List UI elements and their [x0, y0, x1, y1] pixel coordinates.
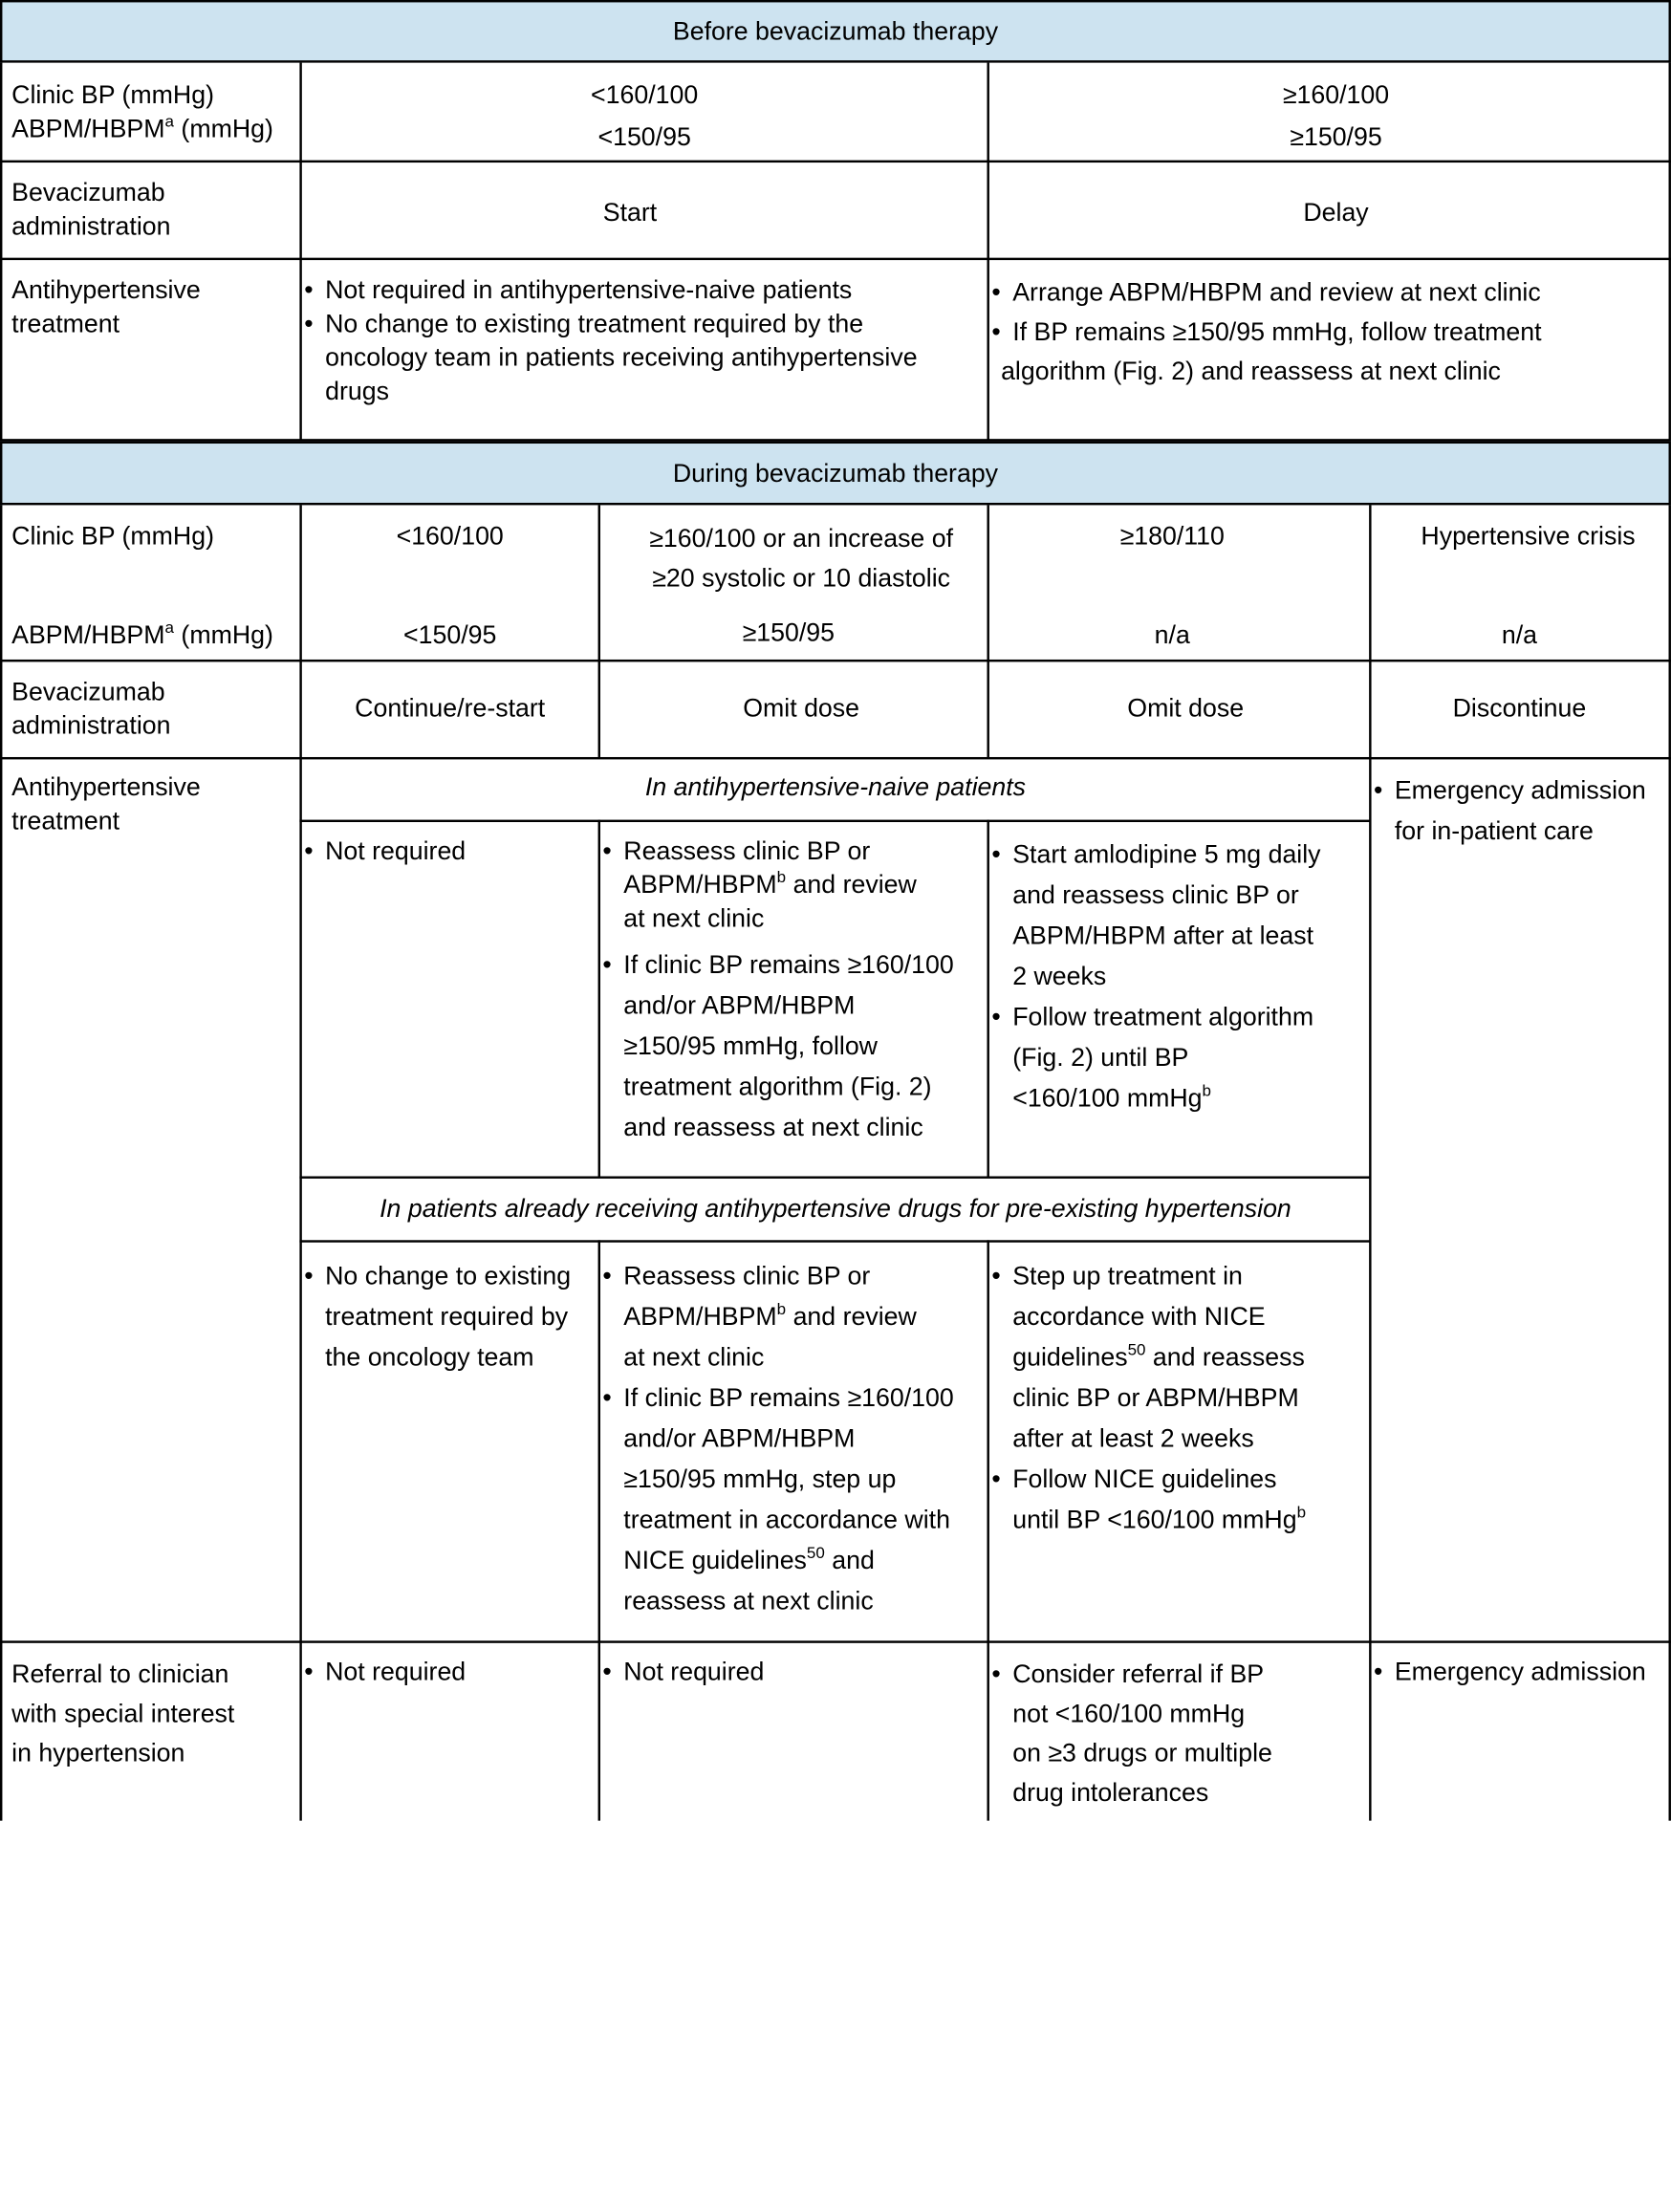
- list-item-cont: ≥150/95 mmHg, step up: [623, 1464, 897, 1494]
- before-admin-label: [11, 175, 170, 242]
- during-col4-abpm: n/a: [1501, 619, 1538, 650]
- list-item: • Not required: [304, 1655, 466, 1688]
- admin-label-line1: Bevacizumab: [11, 177, 165, 207]
- referral-label-line1: Referral to clinician: [11, 1659, 229, 1689]
- list-item-cont: at next clinic: [623, 903, 765, 933]
- list-item-cont: [991, 1077, 1320, 1118]
- before-low-abpm: <150/95: [597, 121, 691, 151]
- before-treat-high-list: [991, 272, 1541, 391]
- list-item-cont: algorithm (Fig. 2) and reassess at next clinic: [1001, 356, 1501, 386]
- existing-col1-list: [304, 1255, 571, 1377]
- during-admin-col2: Omit dose: [743, 693, 860, 723]
- list-item-cont: treatment in accordance with: [623, 1505, 950, 1534]
- list-item: • Emergency admission: [1374, 770, 1646, 811]
- during-col2-abpm: ≥150/95: [742, 618, 835, 647]
- during-admin-col4: Discontinue: [1452, 693, 1587, 723]
- referral-col4-list: [1374, 1655, 1646, 1688]
- abpm-text: ABPM/HBPM: [623, 1301, 777, 1332]
- list-item-cont: on ≥3 drugs or multiple: [1012, 1738, 1272, 1767]
- list-item-cont: and/or ABPM/HBPM: [623, 1423, 856, 1453]
- referral-col2-list: [602, 1655, 764, 1688]
- during-col1-abpm: <150/95: [403, 619, 497, 650]
- during-header: [0, 442, 1671, 506]
- during-admin-label: [11, 675, 170, 742]
- existing-subheader: In patients already receiving antihypertensive drugs for pre-existing hypertension: [380, 1193, 1291, 1224]
- list-item-cont: ABPM/HBPM after at least: [1012, 921, 1314, 950]
- during-col2-clinic: [600, 519, 1002, 598]
- list-item-cont: at next clinic: [623, 1342, 765, 1372]
- before-high-abpm: ≥150/95: [1290, 121, 1382, 151]
- list-item: • If clinic BP remains ≥160/100: [602, 1377, 953, 1419]
- list-item: • No change to existing treatment required by the: [304, 307, 917, 340]
- treat-label-line2: treatment: [11, 309, 120, 338]
- list-item-cont: drugs: [325, 376, 389, 405]
- referral-col1-list: [304, 1655, 466, 1688]
- list-item-cont: and reassess at next clinic: [623, 1112, 923, 1142]
- during-col3-abpm: n/a: [1154, 619, 1190, 650]
- during-col4-clinic: Hypertensive crisis: [1421, 521, 1636, 551]
- list-item-cont: clinic BP or ABPM/HBPM: [1012, 1382, 1299, 1413]
- list-item: • Not required in antihypertensive-naive patients: [304, 272, 917, 306]
- referral-label: [11, 1655, 234, 1773]
- during-col1-clinic: <160/100: [396, 521, 504, 551]
- before-treat-label: [11, 272, 201, 339]
- list-item-cont: oncology team in patients receiving antihypertensive: [325, 342, 918, 372]
- unit-text: (mmHg): [173, 619, 273, 650]
- list-item-cont: [602, 1296, 953, 1337]
- list-item: • Follow treatment algorithm: [991, 996, 1320, 1037]
- abpm-text: ABPM/HBPM: [623, 869, 777, 900]
- reference-50: 50: [1127, 1339, 1146, 1359]
- admin-label-line2: administration: [11, 710, 171, 740]
- tail-text: and reassess: [1145, 1342, 1305, 1372]
- abpm-text: ABPM/HBPM: [11, 114, 165, 143]
- during-header-text: During bevacizumab therapy: [672, 458, 999, 488]
- abpm-text: ABPM/HBPM: [11, 619, 165, 650]
- list-item: • Emergency admission: [1374, 1655, 1646, 1688]
- naive-col3-list: [991, 834, 1320, 1118]
- tail-text: and review: [786, 869, 917, 900]
- list-item-cont: drug intolerances: [1012, 1777, 1209, 1808]
- col2-clinic-line2: ≥20 systolic or 10 diastolic: [652, 563, 951, 593]
- list-item-cont: and reassess clinic BP or: [1012, 879, 1299, 910]
- list-item: • Consider referral if BP: [991, 1655, 1272, 1694]
- during-admin-col3: Omit dose: [1127, 693, 1245, 723]
- list-item-cont: ≥150/95 mmHg, follow: [623, 1030, 878, 1061]
- before-treat-low-list: [304, 272, 917, 407]
- footnote-b: b: [1202, 1080, 1212, 1100]
- naive-col2-list: [602, 834, 953, 1147]
- before-bp-label: [11, 77, 273, 144]
- footnote-b: b: [1296, 1502, 1307, 1522]
- existing-col2-list: [602, 1255, 953, 1621]
- list-item-cont: accordance with NICE: [1012, 1301, 1266, 1332]
- tail-text: and review: [786, 1301, 917, 1332]
- before-low-clinic: <160/100: [591, 79, 699, 110]
- bp-target-text: <160/100 mmHg: [1012, 1083, 1203, 1113]
- list-item-cont: after at least 2 weeks: [1012, 1423, 1254, 1453]
- list-item-cont: reassess at next clinic: [623, 1586, 874, 1616]
- guidelines-text: guidelines: [1012, 1342, 1128, 1372]
- referral-col3-list: [991, 1655, 1272, 1812]
- before-clinic-bp-label: Clinic BP (mmHg): [11, 79, 214, 110]
- list-item-cont: and/or ABPM/HBPM: [623, 990, 856, 1020]
- list-item-cont: not <160/100 mmHg: [1012, 1699, 1246, 1728]
- footnote-b: b: [776, 1299, 787, 1318]
- list-item: • Arrange ABPM/HBPM and review at next clinic: [991, 272, 1541, 312]
- list-item: • Follow NICE guidelines: [991, 1459, 1306, 1500]
- naive-subheader: In antihypertensive-naive patients: [644, 771, 1027, 802]
- bp-target-text: until BP <160/100 mmHg: [1012, 1505, 1297, 1534]
- during-admin-col1: Continue/re-start: [355, 693, 546, 723]
- list-item-cont: treatment algorithm (Fig. 2): [623, 1072, 932, 1101]
- footnote-a: a: [164, 111, 174, 131]
- list-item: • Reassess clinic BP or: [602, 834, 953, 867]
- list-item-cont: [602, 1540, 953, 1581]
- tail-text: and: [824, 1545, 875, 1575]
- list-item: • Step up treatment in: [991, 1255, 1306, 1296]
- crisis-col4-list: [1374, 770, 1646, 851]
- unit-text: (mmHg): [173, 114, 273, 143]
- col2-clinic-line1: ≥160/100 or an increase of: [649, 523, 954, 553]
- existing-col3-list: [991, 1255, 1306, 1540]
- before-admin-delay: Delay: [1303, 197, 1369, 227]
- naive-col1-list: [304, 834, 466, 867]
- before-abpm-label: [11, 112, 273, 145]
- during-abpm-label: [11, 618, 273, 651]
- list-item-cont: 2 weeks: [1012, 961, 1107, 991]
- list-item-cont: [991, 1336, 1306, 1377]
- footnote-a: a: [164, 618, 174, 637]
- list-item: • If clinic BP remains ≥160/100: [602, 944, 953, 986]
- before-admin-start: Start: [602, 197, 658, 227]
- admin-label-line2: administration: [11, 211, 171, 241]
- list-item-cont: for in-patient care: [1394, 815, 1594, 846]
- referral-label-line3: in hypertension: [11, 1738, 185, 1767]
- before-bp-low: [302, 77, 987, 153]
- list-item: • Not required: [602, 1655, 764, 1688]
- list-item: • If BP remains ≥150/95 mmHg, follow treatment: [991, 313, 1541, 352]
- before-high-clinic: ≥160/100: [1282, 79, 1390, 110]
- treat-label-line2: treatment: [11, 806, 120, 835]
- before-bp-high: [989, 77, 1671, 153]
- nice-text: NICE guidelines: [623, 1545, 807, 1575]
- list-item: • Start amlodipine 5 mg daily: [991, 834, 1320, 875]
- footnote-b: b: [776, 867, 787, 886]
- list-item-cont: treatment required by: [325, 1301, 569, 1332]
- list-item: • Reassess clinic BP or: [602, 1255, 953, 1296]
- treat-label-line1: Antihypertensive: [11, 274, 201, 305]
- admin-label-line1: Bevacizumab: [11, 677, 165, 706]
- list-item-cont: [602, 867, 953, 900]
- during-treat-label: [11, 770, 201, 836]
- list-item-cont: the oncology team: [325, 1342, 534, 1372]
- during-clinic-bp-label: Clinic BP (mmHg): [11, 521, 214, 551]
- during-col3-clinic: ≥180/110: [1119, 521, 1225, 551]
- referral-label-line2: with special interest: [11, 1699, 235, 1728]
- before-header-text: Before bevacizumab therapy: [672, 16, 999, 46]
- reference-50: 50: [806, 1543, 825, 1562]
- list-item-cont: [991, 1499, 1306, 1540]
- list-item: • No change to existing: [304, 1255, 571, 1296]
- before-header: [0, 0, 1671, 63]
- treat-label-line1: Antihypertensive: [11, 771, 201, 802]
- list-item-cont: (Fig. 2) until BP: [1012, 1042, 1189, 1073]
- list-item: • Not required: [304, 834, 466, 867]
